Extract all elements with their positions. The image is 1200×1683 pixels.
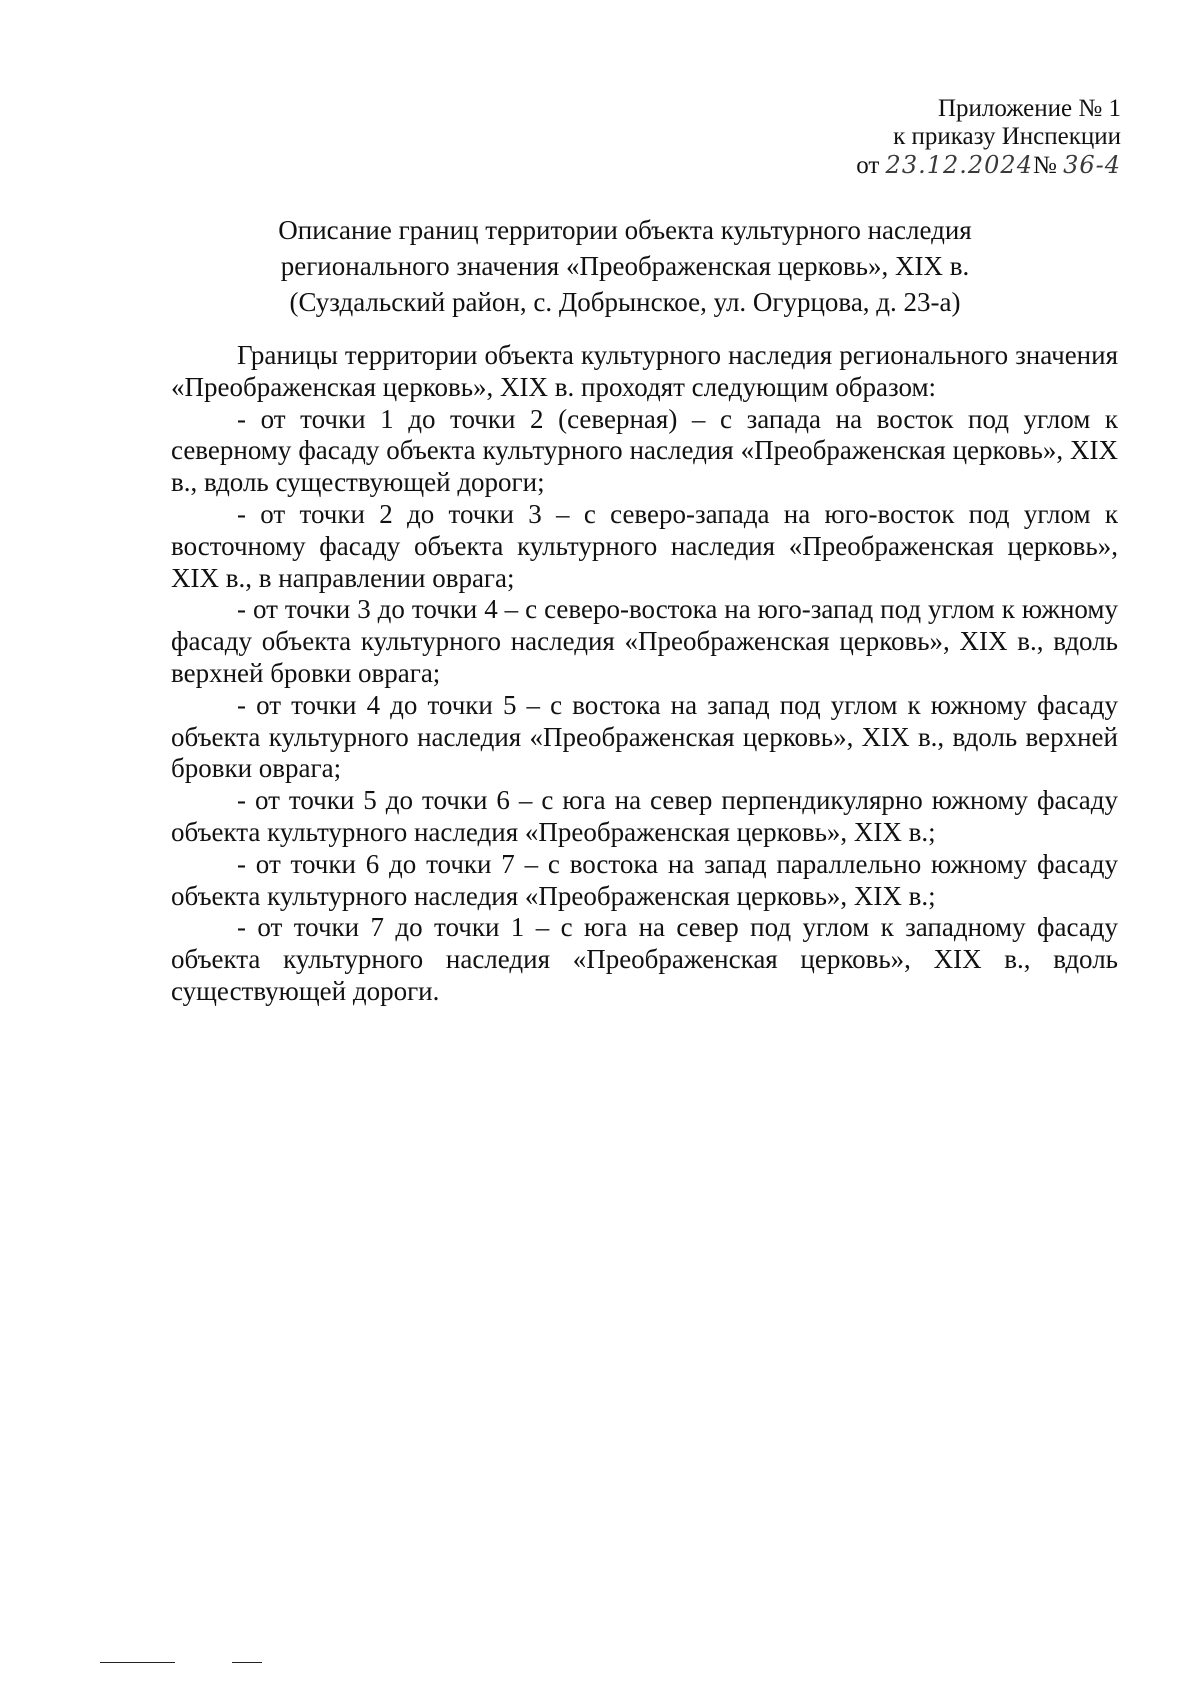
order-reference: к приказу Инспекции: [893, 123, 1121, 150]
document-body: [171, 340, 1118, 1008]
footer-rule-right: [232, 1662, 262, 1663]
boundary-item-4: - от точки 4 до точки 5 – с востока на запад под углом к южному фасаду объекта культурного наследия «Преображенская церковь», XIX в., вдоль верхней бровки оврага;: [171, 689, 1118, 784]
intro-paragraph: Границы территории объекта культурного наследия регионального значения «Преображенская церковь», XIX в. проходят следующим образом:: [171, 340, 1118, 402]
boundary-item-7: - от точки 7 до точки 1 – с юга на север под углом к западному фасаду объекта культурного наследия «Преображенская церковь», XIX в., вдоль существующей дороги.: [171, 912, 1118, 1006]
title-line-1: Описание границ территории объекта культурного наследия: [278, 215, 972, 245]
boundary-item-1: - от точки 1 до точки 2 (северная) – с запада на восток под углом к северному фасаду объекта культурного наследия «Преображенская церковь», XIX в., вдоль существующей дороги;: [171, 403, 1118, 498]
boundary-item-5: - от точки 5 до точки 6 – с юга на север перпендикулярно южному фасаду объекта культурного наследия «Преображенская церковь», XIX в.;: [171, 785, 1118, 847]
appendix-header: [856, 95, 1121, 180]
boundary-item-6: - от точки 6 до точки 7 – с востока на запад параллельно южному фасаду объекта культурного наследия «Преображенская церковь», XIX в.;: [171, 848, 1118, 911]
document-title: [180, 212, 1070, 320]
appendix-number: Приложение № 1: [937, 95, 1121, 122]
title-line-3: (Суздальский район, с. Добрынское, ул. Огурцова, д. 23-а): [289, 287, 961, 317]
title-line-2: регионального значения «Преображенская церковь», XIX в.: [280, 251, 970, 281]
handwritten-date: 23.12.2024: [885, 151, 1033, 179]
boundary-item-3: - от точки 3 до точки 4 – с северо-востока на юго-запад под углом к южному фасаду объекта культурного наследия «Преображенская церковь», XIX в., вдоль верхней бровки оврага;: [171, 594, 1118, 688]
handwritten-number: 36-4: [1063, 151, 1121, 179]
number-label: №: [1032, 152, 1057, 179]
footer-rule-left: [100, 1662, 175, 1663]
boundary-item-2: - от точки 2 до точки 3 – с северо-запада на юго-восток под углом к восточному фасаду объекта культурного наследия «Преображенская церковь», XIX в., в направлении оврага;: [171, 498, 1118, 593]
date-prefix: от: [856, 152, 880, 179]
order-date-number: [856, 151, 1121, 180]
